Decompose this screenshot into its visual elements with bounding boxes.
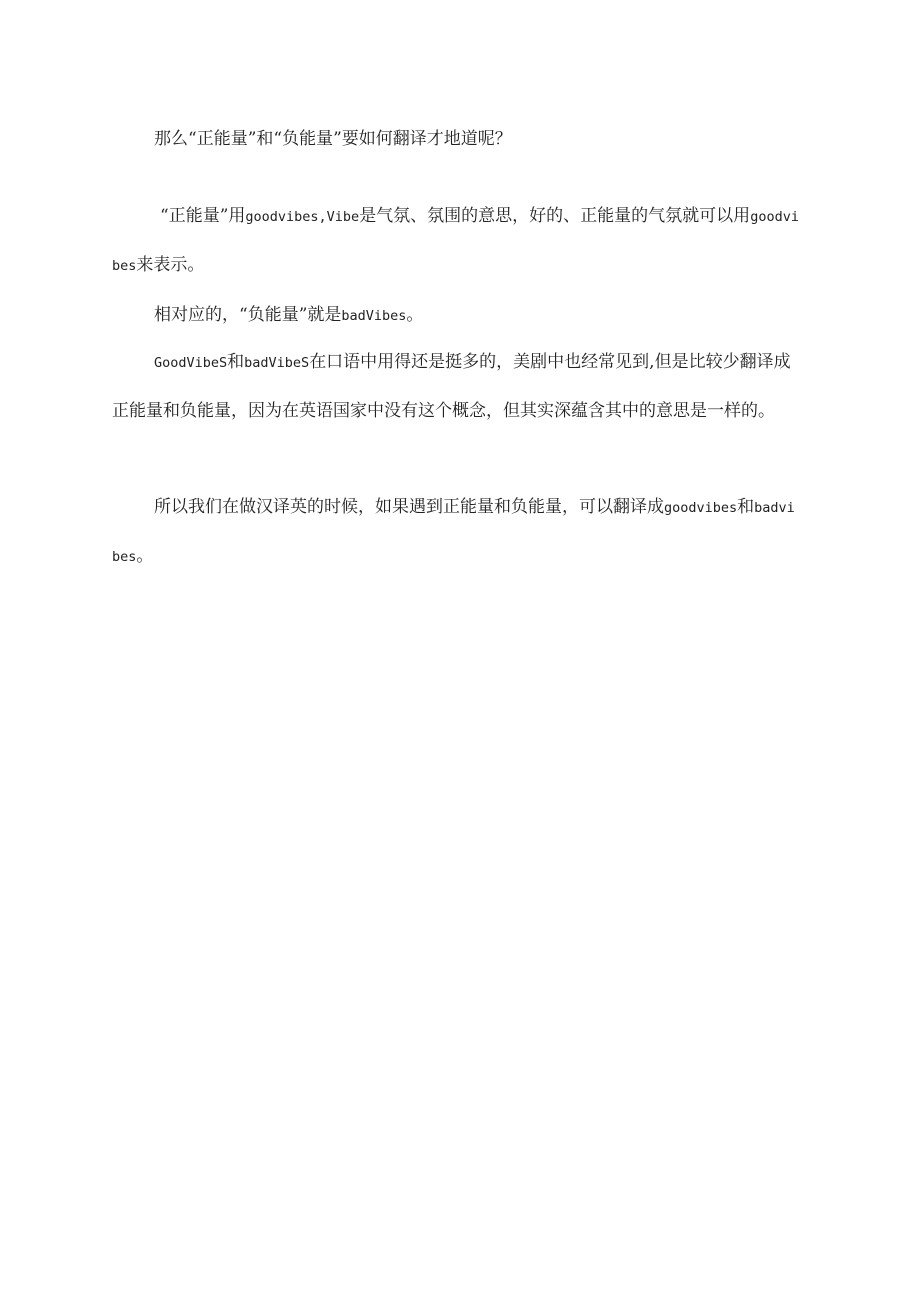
code-term: goodvibes,Vibe	[245, 209, 360, 225]
paragraph-bad-vibes	[112, 292, 802, 341]
code-term: goodvibes	[112, 209, 799, 274]
code-term: badVibes	[341, 308, 407, 324]
text-run: 和	[737, 497, 755, 517]
question-text: 那么“正能量”和“负能量”要如何翻译才地道呢？	[154, 129, 512, 149]
text-run: 。	[136, 545, 154, 566]
text-run: 来表示。	[136, 254, 205, 275]
paragraph-good-vibes	[112, 193, 802, 290]
code-term: goodvibes	[664, 500, 738, 516]
text-run: 和	[227, 352, 245, 372]
code-term: badVibeS	[244, 355, 310, 371]
paragraph-usage	[112, 339, 802, 435]
text-run: 在口语中用得还是挺多的，美剧中也经常见到,但是比较少翻译成正能量和负能量，因为在英语国家中没有这个概念，但其实深蕴含其中的意思是一样的。	[112, 352, 791, 421]
paragraph-question	[112, 116, 802, 164]
text-run: 相对应的，“负能量”就是	[154, 305, 342, 325]
code-term: badvibes	[112, 500, 795, 565]
code-term: GoodVibeS	[154, 355, 228, 371]
text-run: 是气氛、氛围的意思，好的、正能量的气氛就可以用	[359, 206, 751, 226]
text-run: 所以我们在做汉译英的时候，如果遇到正能量和负能量，可以翻译成	[154, 497, 664, 517]
text-run: “正能量”用	[160, 206, 246, 226]
paragraph-conclusion	[112, 484, 802, 581]
text-run: 。	[406, 305, 424, 325]
